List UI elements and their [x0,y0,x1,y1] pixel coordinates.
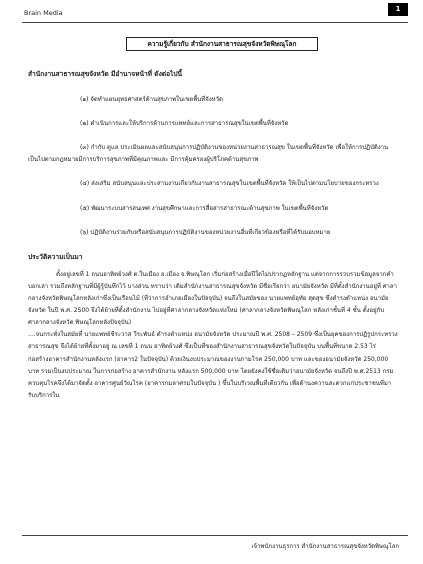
duty-item-2: (๒) ดำเนินการและให้บริการด้านการแพทย์และการสาธารณสุขในเขตพื้นที่จังหวัด [80,120,289,128]
publisher-name: Brain Media [24,9,63,17]
header-divider [22,22,408,23]
footer-text: เจ้าพนักงานธุรการ สำนักงานสาธารณสุขจังหวัดพิษณุโลก [251,543,399,550]
history-paragraph-1: ตั้งอยู่เลขที่ 1 ถนนอาทิตย์วงศ์ ต.ในเมือง อ.เมือง จ.พิษณุโลก เริ่มก่อสร้างเมื่อปีใดไม่ปรากฏหลักฐาน แต่จากการรวบรวมข้อมูลจากคำบอกเล่า รวมถึงหลักฐานที่มีผู้รู้บันทึกไว้ บางส่วน ทราบว่า เดิมสำนักงานสาธารณสุขจังหวัด มีชื่อเรียกว่า อนามัยจังหวัด มีที่ตั้งสำนักงานอยู่ที่ ศาลากลางจังหวัดพิษณุโลกหลังเก่าซึ่งเป็นเรือนไม้ (ที่ว่าการอำเภอเมืองในปัจจุบัน) จนถึงในสมัยของ นายแพทย์อุทัย สุดสุข ซึ่งดำรงตำแหน่ง อนามัยจังหวัด ในปี พ.ศ. 2500 จึงได้ย้ายที่ตั้งสำนักงาน ไปอยู่ที่ศาลากลางจังหวัดแห่งใหม่ (ศาลากลางจังหวัดพิษณุโลก หลังเก่าชั้นที่ 4 ชั้น ตั้งอยู่กับศาลากลางจังหวัด พิษณุโลกหลังปัจจุบัน) [28,270,397,327]
duty-item-5: (๕) พัฒนาระบบสารสนเทศ งานสุขศึกษาและการสื่อสารสาธารณะด้านสุขภาพ ในเขตพื้นที่จังหวัด [80,204,329,212]
footer-divider [22,535,408,536]
duty-item-3: (๓) กำกับ ดูแล ประเมินผลและสนับสนุนการปฏิบัติงานของหน่วยงานสาธารณสุข ในเขตพื้นที่จังหวัด เพื่อให้การปฏิบัติงานเป็นไปตามกฎหมายมีการบริการสุขภาพที่มีคุณภาพและ มีการคุ้มครองผู้บริโภคด้านสุขภาพ [28,144,389,164]
duty-item-1: (๑) จัดทำแผนยุทธศาสตร์ด้านสุขภาพในเขตพื้นที่จังหวัด [80,96,223,104]
page-number-badge: 1 [388,3,408,16]
document-title: ความรู้เกี่ยวกับ สำนักงานสาธารณสุขจังหวัดพิษณุโลก [126,37,318,51]
section-heading-duties: สำนักงานสาธารณสุขจังหวัด มีอำนาจหน้าที่ ดังต่อไปนี้ [28,70,183,78]
section-heading-history: ประวัติความเป็นมา [28,252,83,261]
history-paragraph-2: ....จนกระทั่งในสมัยที่ นายแพทย์ชีระวาส วีระพันธ์ ดำรงตำแหน่ง อนามัยจังหวัด ประมาณปี พ.ศ. 2508 – 2509 ซึ่งเป็นยุคของการปฏิรูปกระทรวงสาธารณสุข จึงได้ย้ายที่ตั้งมาอยู่ ณ เลขที่ 1 ถนน อาทิตย์วงศ์ ซึ่งเป็นที่ของสำนักงานสาธารณสุขจังหวัดในปัจจุบัน บนพื้นที่ขนาด 2.53 ไร่ ก่อสร้างอาคารสำนักงานหลังแรก (อาคาร2 ในปัจจุบัน) ด้วยเงินงบประมาณของงานกามโรค 250,000 บาท และของอนามัยจังหวัด 250,000 บาท รวมเป็นงบประมาณ ในการก่อสร้าง อาคารสำนักงาน หลังแรก 500,000 บาท โดยยังคงใช้ชื่อเดิมว่าอนามัยจังหวัด จนถึงปี พ.ศ.2513 กรมควบคุมโรคจึงได้มาจัดตั้ง อาคารศูนย์วัณโรค (อาคารกมลาศรมในปัจจุบัน ) ขึ้นในบริเวณพื้นที่เดียวกัน เพื่อด้านงควานสะดวกแก่ประชาชนที่มารับบริการใน [28,331,398,399]
document-body [28,68,398,402]
duty-item-6: (๖) ปฏิบัติงานร่วมกับหรือสนับสนุนการปฏิบัติงานของหน่วยงานอื่นที่เกี่ยวข้องหรือที่ได้รับมอบหมาย [80,228,331,236]
duty-item-4: (๔) ส่งเสริม สนับสนุนและประสานงานเกี่ยวกับงานสาธารณสุขในเขตพื้นที่จังหวัด ให้เป็นไปตามนโยบายของกระทรวง [80,180,379,188]
